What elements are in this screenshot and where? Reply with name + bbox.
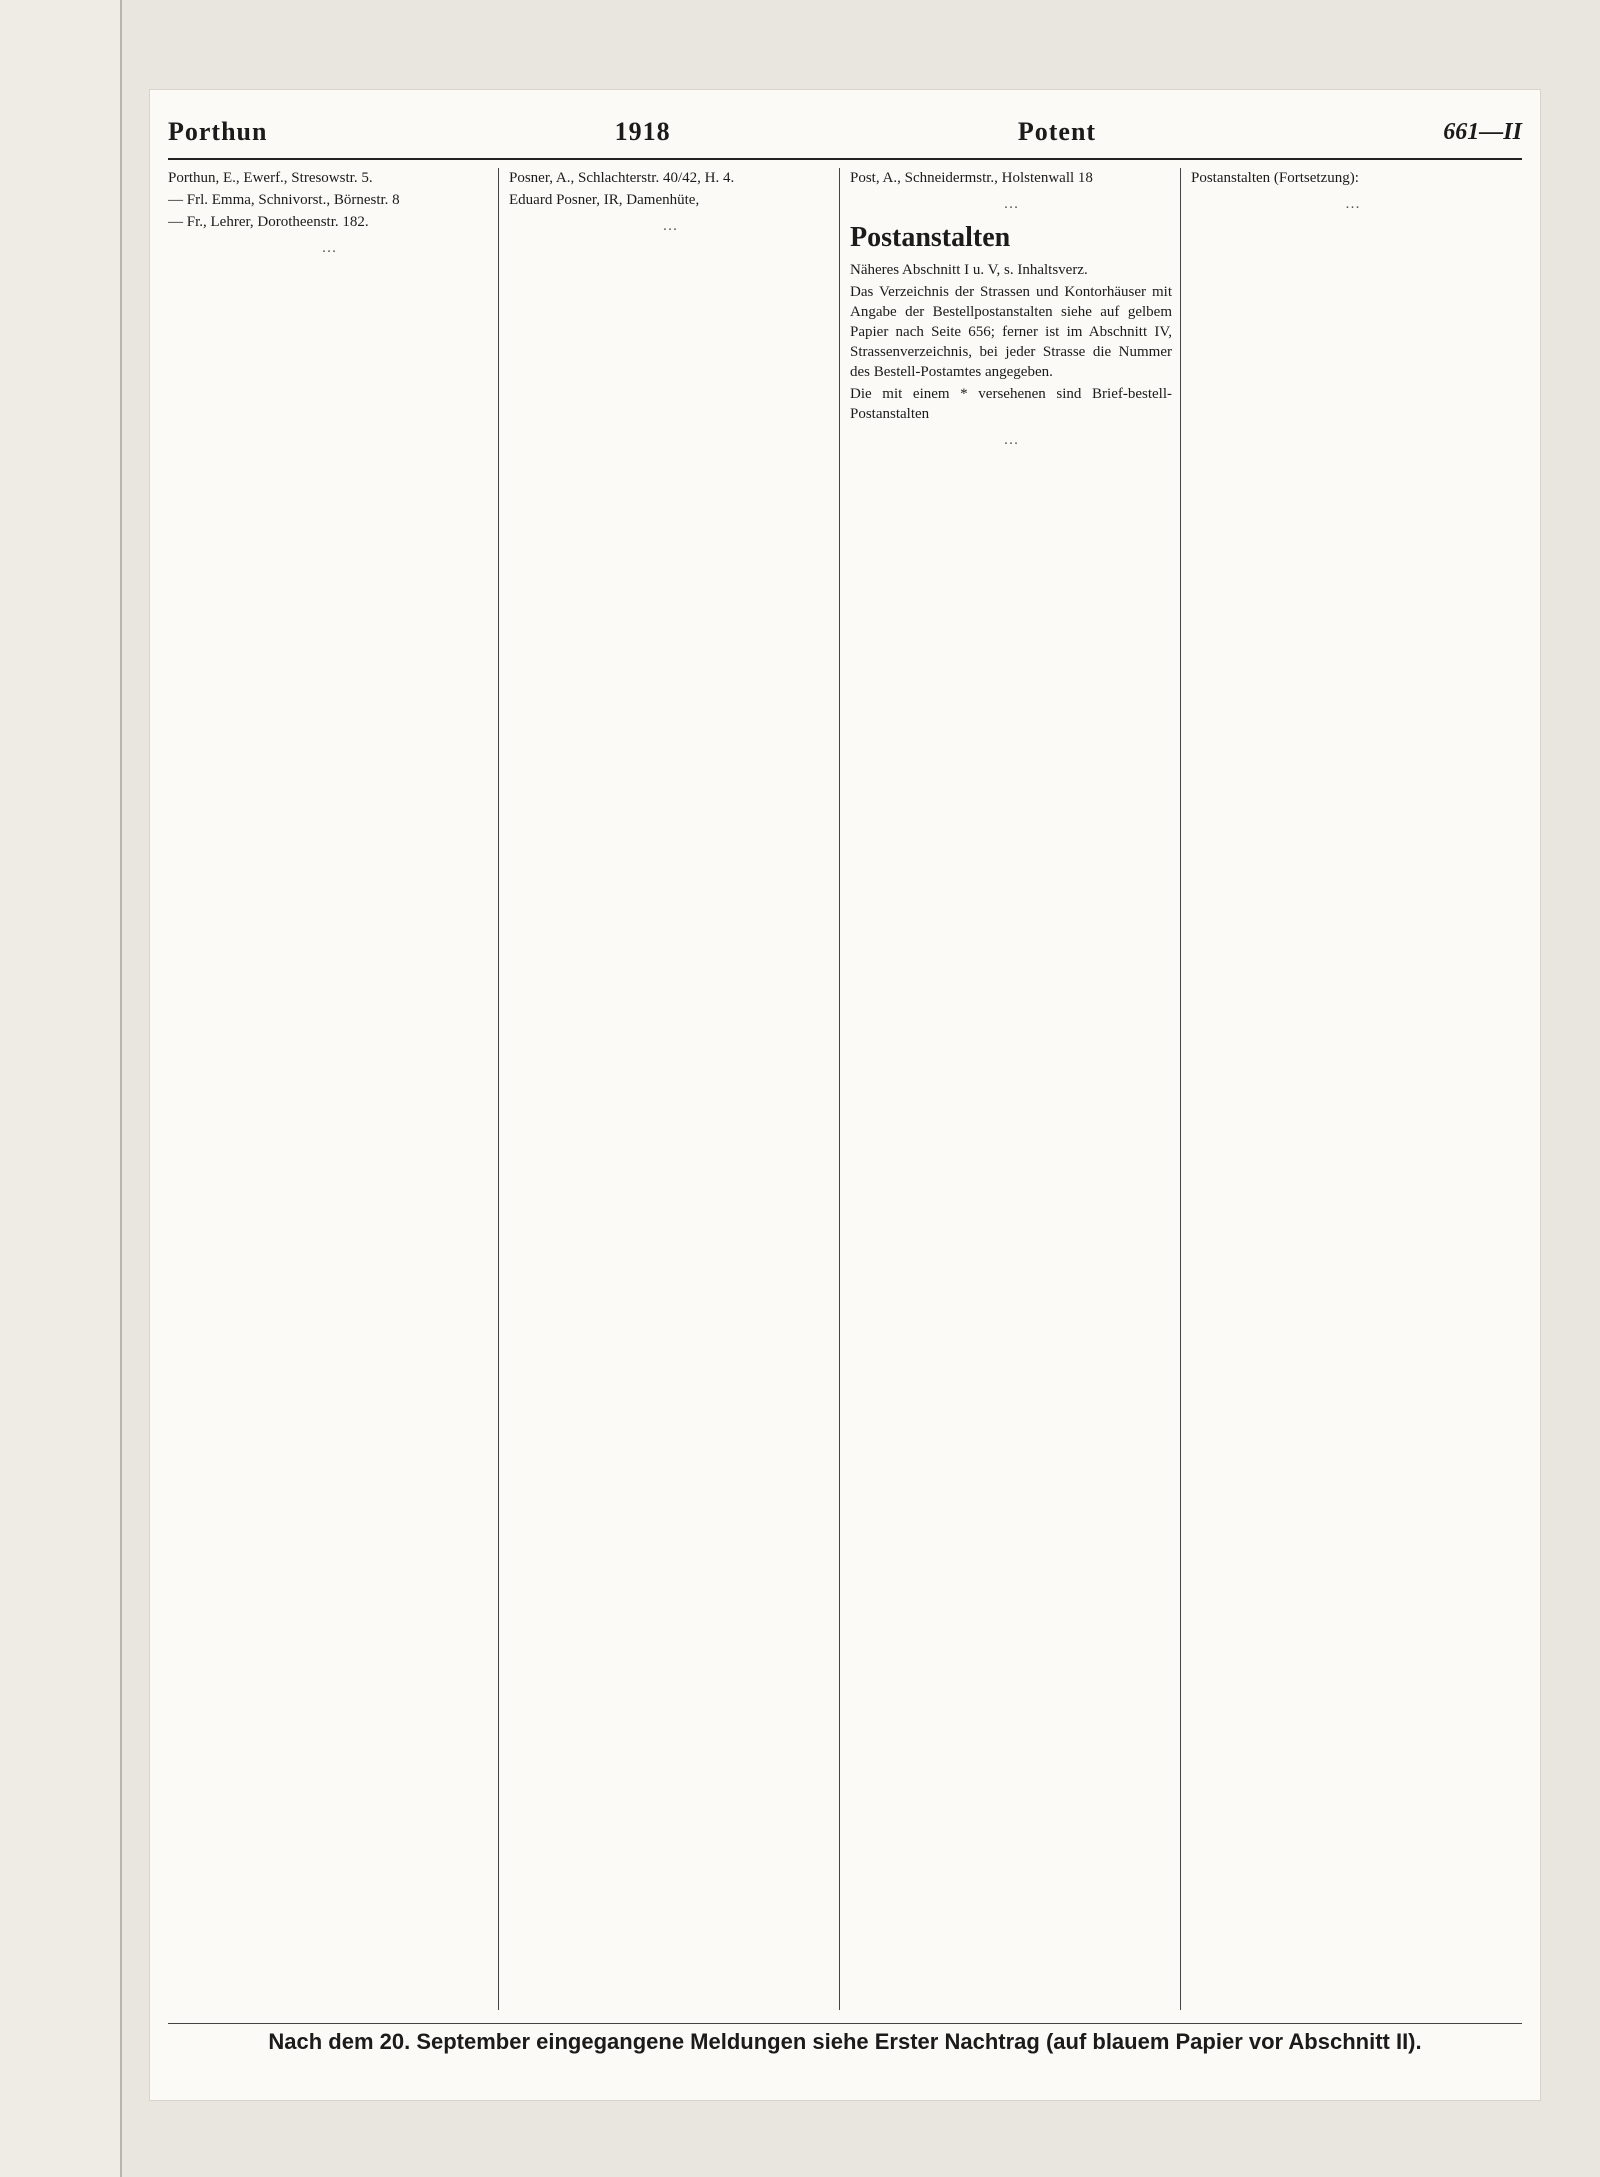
directory-entry: Porthun, E., Ewerf., Stresowstr. 5. xyxy=(168,170,373,186)
directory-entry: Post, A., Schneidermstr., Holstenwall 18 xyxy=(850,170,1093,186)
omitted-entries: … xyxy=(662,218,678,234)
header-rule xyxy=(168,158,1522,160)
column-1 xyxy=(168,168,499,2010)
omitted-entries: … xyxy=(1003,196,1019,212)
directory-page xyxy=(150,90,1540,2100)
directory-entry: Postanstalten (Fortsetzung): xyxy=(1191,170,1359,186)
column-3 xyxy=(850,168,1181,2010)
omitted-entries: … xyxy=(1345,196,1360,212)
directory-entry: — Fr., Lehrer, Dorotheenstr. 182. xyxy=(168,214,369,230)
year-head: 1918 xyxy=(614,117,671,146)
section-line: Das Verzeichnis der Strassen und Kontorhäuser mit Angabe der Bestellpostanstalten siehe auf gelbem Papier nach Seite 656; ferner ist im Abschnitt IV, Strassenverzeichnis, bei jeder Strasse die Nummer des Bestell-Postamtes angegeben. xyxy=(850,284,1172,380)
left-running-head: Porthun xyxy=(168,117,268,146)
footer-note: Nach dem 20. September eingegangene Meldungen siehe Erster Nachtrag (auf blauem Papier vor Abschnitt II). xyxy=(168,2023,1522,2060)
running-header xyxy=(150,108,1540,156)
directory-columns xyxy=(168,168,1522,2010)
directory-entry: Eduard Posner, IR, Damenhüte, xyxy=(509,192,700,208)
section-line: Die mit einem * versehenen sind Brief-bestell-Postanstalten xyxy=(850,386,1172,422)
page-number: 661—II xyxy=(1443,118,1522,145)
section-heading: Postanstalten xyxy=(850,222,1011,253)
previous-page-edge xyxy=(0,0,122,2177)
column-4 xyxy=(1191,168,1522,2010)
right-running-head: Potent xyxy=(1017,117,1097,146)
directory-entry: — Frl. Emma, Schnivorst., Börnestr. 8 xyxy=(168,192,400,208)
column-2 xyxy=(509,168,840,2010)
omitted-entries: … xyxy=(1003,432,1019,448)
section-line: Näheres Abschnitt I u. V, s. Inhaltsverz. xyxy=(850,262,1088,278)
directory-entry: Posner, A., Schlachterstr. 40/42, H. 4. xyxy=(509,170,735,186)
omitted-entries: … xyxy=(321,240,337,256)
